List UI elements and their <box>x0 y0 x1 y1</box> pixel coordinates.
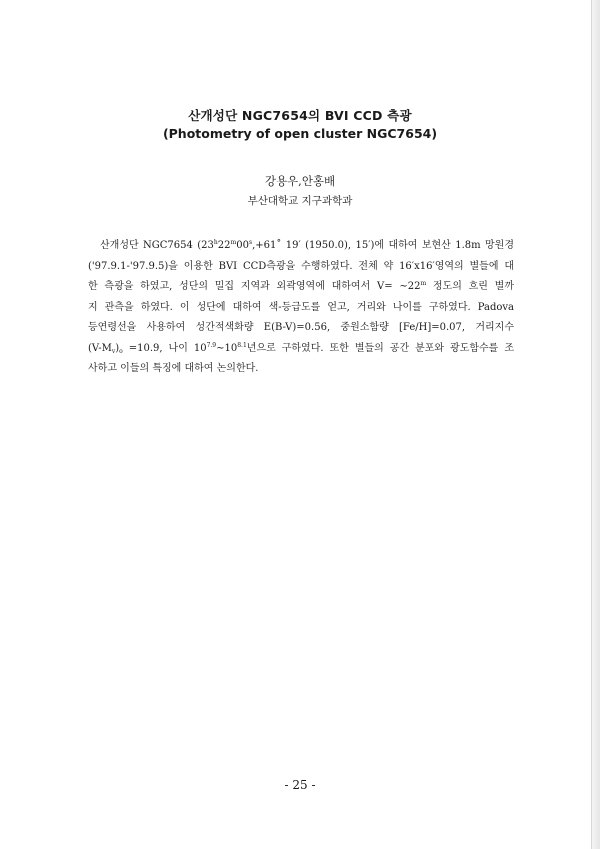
title-korean: 산개성단 NGC7654의 BVI CCD 측광 <box>188 108 412 123</box>
abstract-line-7: 사하고 이들의 특징에 대하여 논의한다. <box>88 363 259 374</box>
abstract <box>88 236 514 380</box>
abstract-line-2: ('97.9.1-'97.9.5)을 이용한 BVI CCD측광을 수행하였다. 전체 약 16′x16′영역의 별들에 대 <box>88 260 514 272</box>
page-number: - 25 - <box>284 778 316 792</box>
abstract-line-3: 한 측광을 하였고, 성단의 밀집 지역과 외곽영역에 대하여서 $V= \sim 22^m$ 정도의 흐린 별까 <box>88 280 514 292</box>
authors: 강용우,안홍배 <box>264 174 336 188</box>
affiliation: 부산대학교 지구과학과 <box>247 195 353 207</box>
abstract-line-1: 산개성단 NGC7654 ($23^h22^m00^s,+61˚$ 19′ (1950.0), 15′)에 대하여 보현산 1.8m 망원경 <box>100 239 515 251</box>
abstract-line-4: 지 관측을 하였다. 이 성단에 대하여 색-등급도를 얻고, 거리와 나이를 구하였다. Padova <box>88 301 514 313</box>
title-english: (Photometry of open cluster NGC7654) <box>162 126 438 141</box>
abstract-line-5: 등연령선을 사용하여 성간적색화량 E(B-V)=0.56, 중원소함량 [Fe/H]=0.07, 거리지수 <box>88 322 514 333</box>
abstract-line-6: $(V-M_v)_o =10.9$, 나이 $10^{7.9}\sim 10^{8.1}$년으로 구하였다. 또한 별들의 공간 분포와 광도함수를 조 <box>88 341 514 355</box>
